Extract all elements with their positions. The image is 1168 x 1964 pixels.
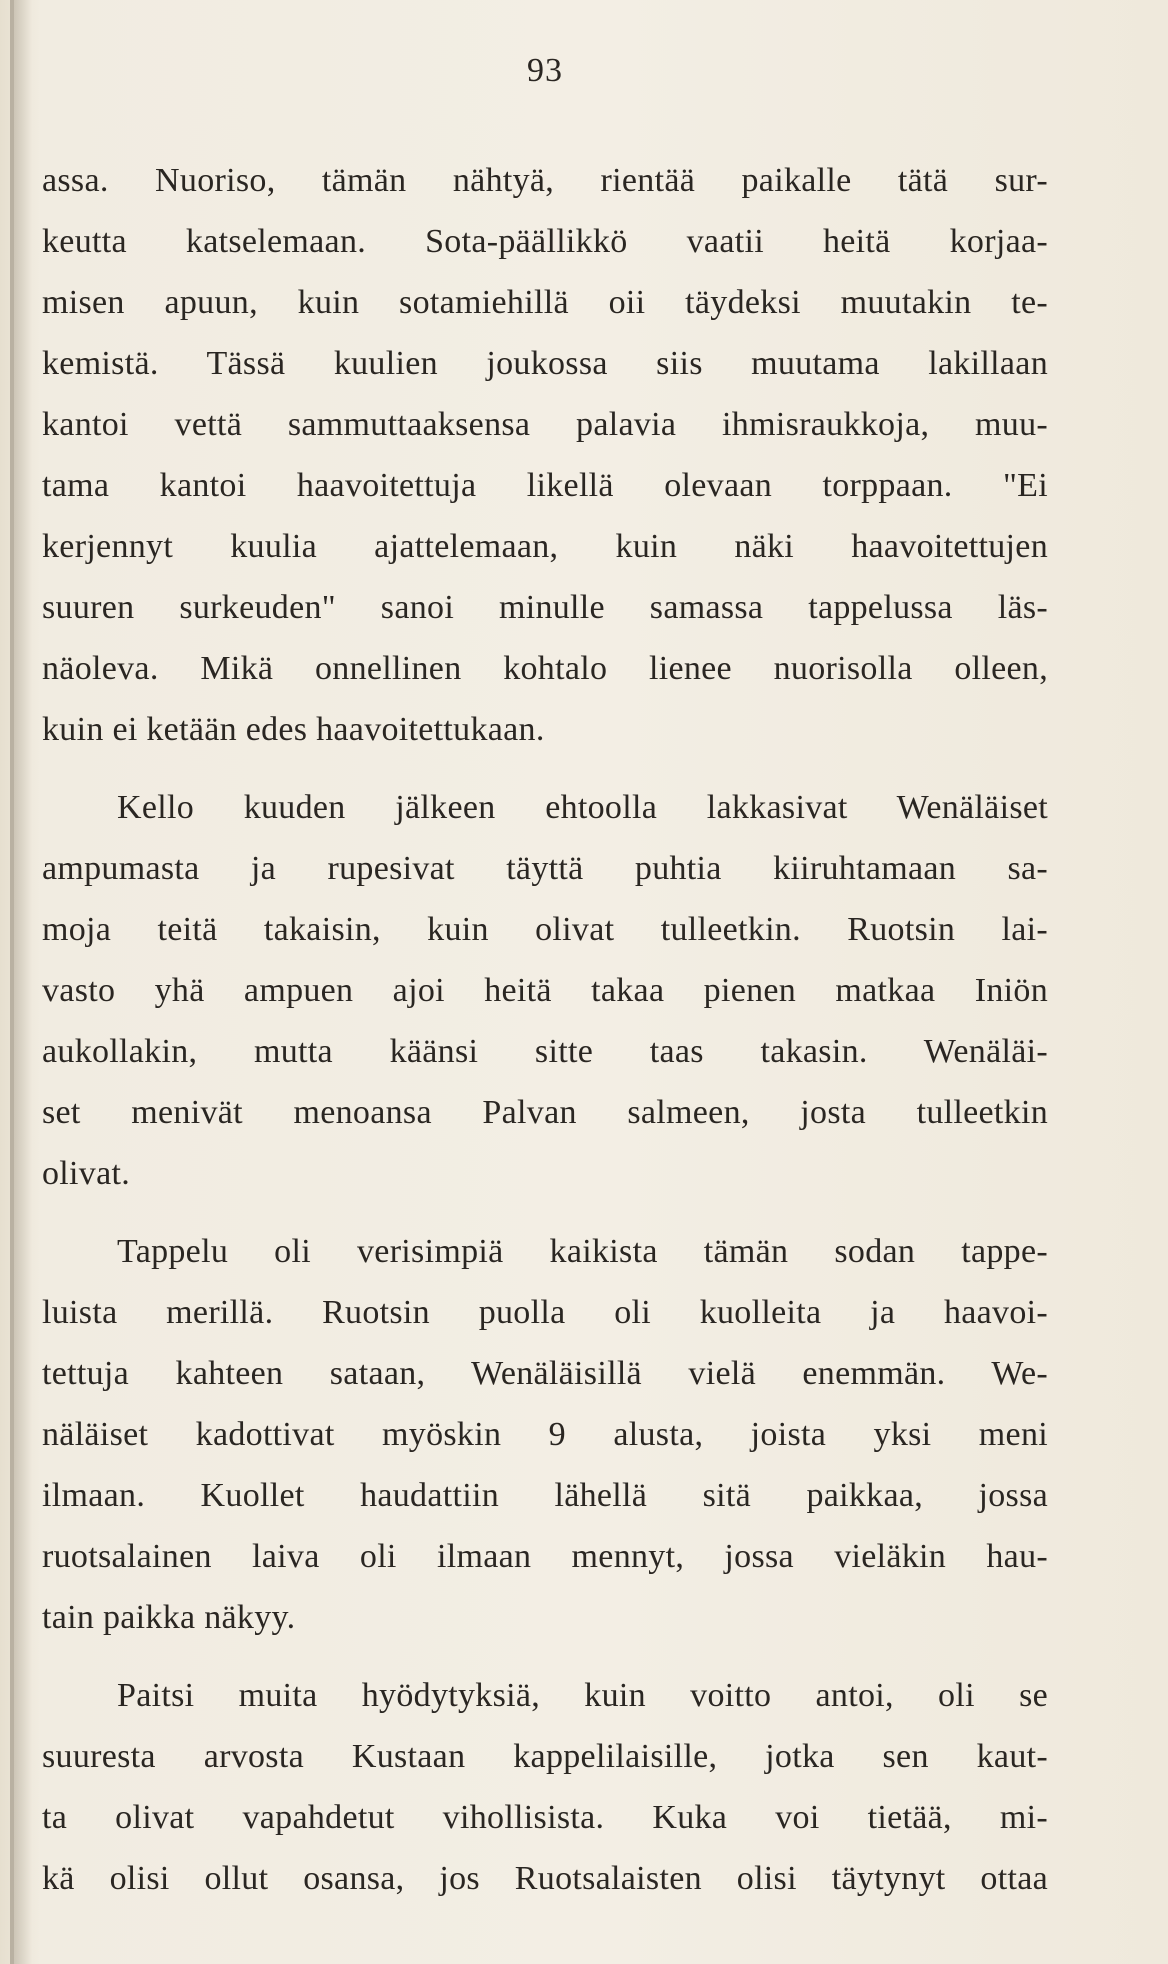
body-text	[42, 150, 1048, 1926]
text-line: kä olisi ollut osansa, jos Ruotsalaisten olisi täytynyt ottaa	[42, 1860, 1048, 1897]
text-line: kemistä. Tässä kuulien joukossa siis muutama lakillaan	[42, 345, 1048, 382]
text-line: aukollakin, mutta käänsi sitte taas takasin. Wenäläi-	[42, 1033, 1048, 1070]
paragraph-3	[42, 1221, 1048, 1648]
paragraph-4	[42, 1665, 1048, 1909]
text-line: luista merillä. Ruotsin puolla oli kuolleita ja haavoi-	[42, 1294, 1048, 1331]
text-line: näläiset kadottivat myöskin 9 alusta, joista yksi meni	[42, 1416, 1048, 1453]
text-line: kerjennyt kuulia ajattelemaan, kuin näki haavoitettujen	[42, 528, 1048, 565]
page-number: 93	[527, 52, 563, 89]
text-line: misen apuun, kuin sotamiehillä oii täydeksi muutakin te-	[42, 284, 1048, 321]
text-line: Kello kuuden jälkeen ehtoolla lakkasivat Wenäläiset	[117, 789, 1048, 826]
paragraph-2	[42, 777, 1048, 1204]
text-line: ilmaan. Kuollet haudattiin lähellä sitä paikkaa, jossa	[42, 1477, 1048, 1514]
text-line: tama kantoi haavoitettuja likellä olevaan torppaan. "Ei	[42, 467, 1048, 504]
text-line: suuresta arvosta Kustaan kappelilaisille, jotka sen kaut-	[42, 1738, 1048, 1775]
text-line: ta olivat vapahdetut vihollisista. Kuka voi tietää, mi-	[42, 1799, 1048, 1836]
text-line: assa. Nuoriso, tämän nähtyä, rientää paikalle tätä sur-	[42, 162, 1048, 199]
text-line: tettuja kahteen sataan, Wenäläisillä vielä enemmän. We-	[42, 1355, 1048, 1392]
text-line: moja teitä takaisin, kuin olivat tulleetkin. Ruotsin lai-	[42, 911, 1048, 948]
text-line: ruotsalainen laiva oli ilmaan mennyt, jossa vieläkin hau-	[42, 1538, 1048, 1575]
text-line: kuin ei ketään edes haavoitettukaan.	[42, 711, 545, 748]
text-line: kantoi vettä sammuttaaksensa palavia ihmisraukkoja, muu-	[42, 406, 1048, 443]
text-line: tain paikka näkyy.	[42, 1599, 296, 1636]
text-line: Tappelu oli verisimpiä kaikista tämän sodan tappe-	[117, 1233, 1048, 1270]
text-line: näoleva. Mikä onnellinen kohtalo lienee nuorisolla olleen,	[42, 650, 1048, 687]
text-line: Paitsi muita hyödytyksiä, kuin voitto antoi, oli se	[117, 1677, 1048, 1714]
paragraph-1	[42, 150, 1048, 760]
text-line: vasto yhä ampuen ajoi heitä takaa pienen matkaa Iniön	[42, 972, 1048, 1009]
binding-shadow	[14, 0, 32, 1964]
text-line: ampumasta ja rupesivat täyttä puhtia kiiruhtamaan sa-	[42, 850, 1048, 887]
text-line: suuren surkeuden" sanoi minulle samassa tappelussa läs-	[42, 589, 1048, 626]
text-line: set menivät menoansa Palvan salmeen, josta tulleetkin	[42, 1094, 1048, 1131]
text-line: olivat.	[42, 1155, 131, 1192]
text-line: keutta katselemaan. Sota-päällikkö vaatii heitä korjaa-	[42, 223, 1048, 260]
